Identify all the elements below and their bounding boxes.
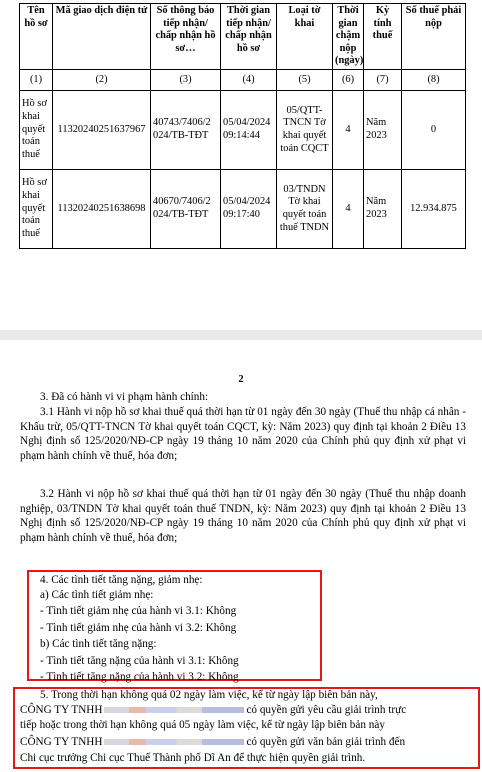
cell-form-type: 05/QTT-TNCN Tờ khai quyết toán CQCT [277,90,333,169]
mitigating-item-3-2: - Tình tiết giảm nhẹ của hành vi 3.2: Không [40,622,237,634]
index-cell: (8) [402,69,466,90]
redacted-company-name [104,739,244,745]
header-cell: Số thông báo tiếp nhận/ chấp nhận hồ sơ… [151,4,221,70]
index-cell: (6) [333,69,364,90]
cell-tax-period: Năm 2023 [364,90,402,169]
index-cell: (1) [20,69,53,90]
aggravating-heading: b) Các tình tiết tăng nặng: [40,638,157,650]
redacted-company-name [104,707,244,713]
index-cell: (4) [221,69,277,90]
table-header-row [20,4,466,70]
section-5-line-2 [20,703,466,718]
section-3-2-paragraph: 3.2 Hành vi nộp hồ sơ khai thuế quá thời hạn từ 01 ngày đến 30 ngày (Thuế thu nhập doanh nghiệp, 03/TNDN Tờ khai quyết toán thuế TNDN, kỳ: Năm 2023) quy định tại khoản 2 Điều 13 Nghị định số 125/2020/NĐ-CP ngày 19 tháng 10 năm 2020 của Chính phủ quy định xử phạt vi phạm hành chính về thuế, hóa đơn; [20,488,466,544]
cell-doc-name: Hồ sơ khai quyết toán thuế [20,169,53,248]
section-3-heading: 3. Đã có hành vi vi phạm hành chính: [40,391,209,403]
mitigating-heading: a) Các tình tiết giảm nhẹ: [40,589,154,601]
mitigating-item-3-1: - Tình tiết giảm nhẹ của hành vi 3.1: Không [40,605,237,617]
header-cell: Thời gian chậm nộp (ngày) [333,4,364,70]
header-cell: Kỳ tính thuế [364,4,402,70]
section-5-line-4-text: có quyền gửi văn bản giải trình đến [246,736,406,748]
header-cell: Loại tờ khai [277,4,333,70]
page-2 [0,340,482,772]
cell-received-time: 05/04/2024 09:14:44 [221,90,277,169]
table-index-row [20,69,466,90]
header-cell: Số thuế phải nộp [402,4,466,70]
cell-late-days: 4 [333,90,364,169]
cell-doc-name: Hồ sơ khai quyết toán thuế [20,90,53,169]
cell-transaction-code: 11320240251637967 [53,90,151,169]
cell-notice-number: 40670/7406/2 024/TB-TĐT [151,169,221,248]
index-cell: (7) [364,69,402,90]
section-4-heading: 4. Các tình tiết tăng nặng, giảm nhẹ: [40,574,203,586]
company-name-label: CÔNG TY TNHH [20,704,103,716]
index-cell: (3) [151,69,221,90]
aggravating-item-3-2: - Tình tiết tăng nặng của hành vi 3.2: Không [40,671,239,683]
header-cell: Tên hồ sơ [20,4,53,70]
page-1 [0,0,482,330]
index-cell: (2) [53,69,151,90]
cell-tax-amount: 0 [402,90,466,169]
section-3-1-paragraph: 3.1 Hành vi nộp hồ sơ khai thuế quá thời hạn từ 01 ngày đến 30 ngày (Thuế thu nhập cá nhân - Khấu trừ, 05/QTT-TNCN Tờ khai quyết toán CQCT, kỳ: Năm 2023) quy định tại khoản 2 Điều 13 Nghị định số 125/2020/NĐ-CP ngày 19 tháng 10 năm 2020 của Chính phủ quy định xử phạt vi phạm hành chính về thuế, hóa đơn; [20,406,466,462]
index-cell: (5) [277,69,333,90]
table-row [20,90,466,169]
cell-tax-period: Năm 2023 [364,169,402,248]
header-cell: Mã giao dịch điện tử [53,4,151,70]
cell-late-days: 4 [333,169,364,248]
section-5-line-3: tiếp hoặc trong thời hạn không quá 05 ngày làm việc, kể từ ngày lập biên bản này [20,719,385,731]
cell-transaction-code: 11320240251638698 [53,169,151,248]
cell-form-type: 03/TNDN Tờ khai quyết toán thuế TNDN [277,169,333,248]
cell-notice-number: 40743/7406/2 024/TB-TĐT [151,90,221,169]
aggravating-item-3-1: - Tình tiết tăng nặng của hành vi 3.1: Không [40,655,239,667]
cell-tax-amount: 12.934.875 [402,169,466,248]
company-name-label: CÔNG TY TNHH [20,736,103,748]
section-5-line-2-text: có quyền gửi yêu cầu giải trình trực [246,704,407,716]
section-5-line-5: Chi cục trưởng Chi cục Thuế Thành phố Dĩ An để thực hiện quyền giải trình. [20,752,366,764]
page-separator [0,330,482,340]
header-cell: Thời gian tiếp nhận/ chấp nhận hồ sơ [221,4,277,70]
cell-received-time: 05/04/2024 09:17:40 [221,169,277,248]
section-5-line-4 [20,735,466,750]
section-5-line-1: 5. Trong thời hạn không quá 02 ngày làm việc, kể từ ngày lập biên bản này, [40,689,378,701]
tax-filing-table [19,3,466,249]
table-row [20,169,466,248]
page-number: 2 [238,374,244,385]
